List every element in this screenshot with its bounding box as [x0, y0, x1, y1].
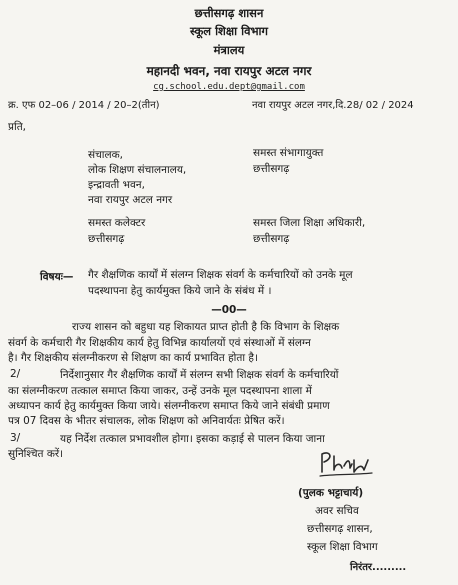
addressee-collector: समस्त कलेक्टर: [88, 217, 146, 229]
signatory-designation: अवर सचिव: [315, 505, 359, 517]
para2-line-1: निर्देशानुसार गैर शैक्षणिक कार्यों में संलग्न सभी शिक्षक संवर्ग के कर्मचारियों: [60, 369, 339, 381]
signatory-org-2: स्कूल शिक्षा विभाग: [307, 541, 378, 553]
separator: —00—: [211, 304, 247, 316]
header-government: छत्तीसगढ़ शासन: [194, 6, 264, 20]
subject-label: विषयः—: [40, 271, 74, 283]
continued-footer: निरंतर.........: [350, 562, 407, 573]
addressee-building: इन्द्रावती भवन,: [88, 179, 145, 191]
reference-number: क्र. एफ 02–06 / 2014 / 20–2(तीन): [8, 100, 160, 111]
para3-number: 3/: [10, 432, 21, 444]
signatory-name: (पुलक भट्टाचार्य): [298, 487, 364, 499]
addressee-commissioner: समस्त संभागायुक्त: [253, 147, 324, 159]
addressee-directorate: लोक शिक्षण संचालनालय,: [88, 164, 187, 176]
para2-line-4: पत्र 07 दिवस के भीतर संचालक, लोक शिक्षण को अनिवार्यतः प्रेषित करें।: [8, 415, 285, 427]
addressee-deo: समस्त जिला शिक्षा अधिकारी,: [253, 217, 366, 229]
signatory-org-1: छत्तीसगढ़ शासन,: [307, 523, 373, 535]
addressee-city: नवा रायपुर अटल नगर: [88, 194, 173, 206]
header-department: स्कूल शिक्षा विभाग: [189, 24, 269, 38]
para1-line-3: है। गैर शिक्षकीय संलग्नीकरण से शिक्षण का कार्य प्रभावित होता है।: [8, 352, 258, 364]
subject-line-2: पदस्थापना हेतु कार्यमुक्त किये जाने के संबंध में ।: [88, 285, 272, 297]
para1-line-2: संवर्ग के कर्मचारी गैर शिक्षकीय कार्य हेतु विभिन्न कार्यालयों एवं संस्थाओं में संलग्न: [8, 337, 311, 349]
addressee-deo-state: छत्तीसगढ़: [253, 233, 290, 245]
para2-number: 2/: [10, 368, 21, 380]
header-address: महानदी भवन, नवा रायपुर अटल नगर: [146, 64, 312, 78]
signature-image: [318, 448, 378, 482]
addressee-collector-state: छत्तीसगढ़: [88, 233, 125, 245]
para2-line-2: का संलग्नीकरण तत्काल समाप्त किया जाकर, उन्हें उनके मूल पदस्थापना शाला में: [8, 385, 312, 397]
reference-place-date: नवा रायपुर अटल नगर,दि.28/ 02 / 2024: [252, 100, 414, 111]
header-ministry: मंत्रालय: [213, 43, 245, 57]
para3-line-1: यह निर्देश तत्काल प्रभावशील होगा। इसका कड़ाई से पालन किया जाना: [60, 433, 325, 445]
subject-line-1: गैर शैक्षणिक कार्यों में संलग्न शिक्षक संवर्ग के कर्मचारियों को उनके मूल: [88, 269, 353, 281]
para1-line-1: राज्य शासन को बहुधा यह शिकायत प्राप्त होती है कि विभाग के शिक्षक: [72, 321, 340, 333]
prati-label: प्रति,: [8, 121, 27, 133]
addressee-director: संचालक,: [88, 149, 124, 161]
para2-line-3: अध्यापन कार्य हेतु कार्यमुक्त किया जाये। संलग्नीकरण समाप्त किये जाने संबंधी प्रमाण: [8, 400, 330, 412]
header-email: cg.school.edu.dept@gmail.com: [153, 82, 305, 92]
para3-line-2: सुनिश्चित करें।: [8, 448, 64, 460]
addressee-commissioner-state: छत्तीसगढ़: [253, 163, 290, 175]
